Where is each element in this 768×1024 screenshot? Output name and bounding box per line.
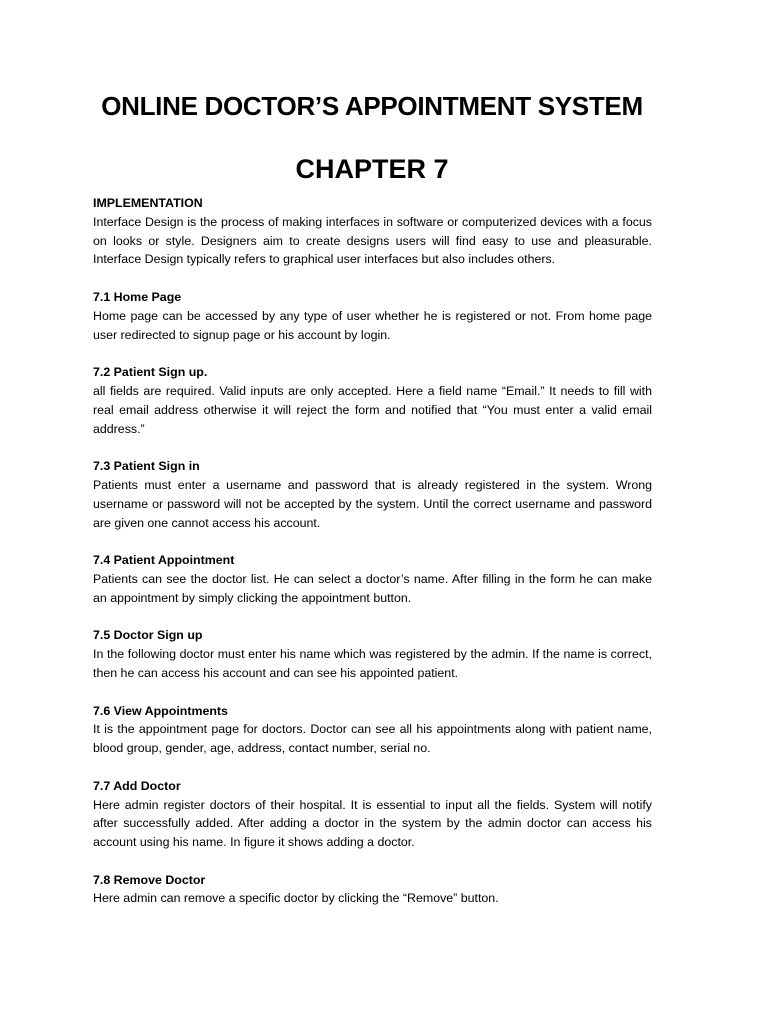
section-view-appointments <box>93 702 652 758</box>
section-paragraph: Interface Design is the process of making interfaces in software or computerized devices with a focus on looks or style. Designers aim to create designs users will find easy to use and pleasurable. Interface Design typically refers to graphical user interfaces but also includes others. <box>93 214 652 267</box>
section-heading: 7.6 View Appointments <box>93 703 228 718</box>
section-doctor-sign-up <box>93 626 652 682</box>
section-patient-sign-in <box>93 457 652 532</box>
section-heading: 7.7 Add Doctor <box>93 778 181 793</box>
section-home-page <box>93 288 652 344</box>
section-heading: 7.3 Patient Sign in <box>93 459 200 474</box>
section-paragraph: Here admin register doctors of their hospital. It is essential to input all the fields. System will notify after successfully added. After adding a doctor in the system by the admin doctor can access his account using his name. In figure it shows adding a doctor. <box>93 797 652 850</box>
section-remove-doctor <box>93 871 652 909</box>
section-heading: 7.4 Patient Appointment <box>93 553 235 568</box>
section-paragraph: Here admin can remove a specific doctor by clicking the “Remove” button. <box>93 891 499 906</box>
section-heading: IMPLEMENTATION <box>93 196 203 210</box>
section-heading: 7.5 Doctor Sign up <box>93 628 203 643</box>
section-add-doctor <box>93 777 652 852</box>
section-paragraph: Patients must enter a username and password that is already registered in the system. Wrong username or password will not be accepted by the system. Until the correct username and password are given one cannot access his account. <box>93 477 652 530</box>
section-implementation <box>93 194 652 269</box>
chapter-title: CHAPTER 7 <box>295 154 449 184</box>
section-heading: 7.1 Home Page <box>93 289 182 304</box>
section-paragraph: Patients can see the doctor list. He can select a doctor’s name. After filling in the form he can make an appointment by simply clicking the appointment button. <box>93 571 652 605</box>
document-body <box>93 194 652 927</box>
section-heading: 7.8 Remove Doctor <box>93 872 206 887</box>
section-heading: 7.2 Patient Sign up. <box>93 365 208 380</box>
section-paragraph: It is the appointment page for doctors. Doctor can see all his appointments along with patient name, blood group, gender, age, address, contact number, serial no. <box>93 722 652 756</box>
section-paragraph: all fields are required. Valid inputs are only accepted. Here a field name “Email.” It needs to fill with real email address otherwise it will reject the form and notified that “You must enter a valid email address.” <box>93 383 652 436</box>
section-patient-appointment <box>93 551 652 607</box>
section-patient-sign-up <box>93 363 652 438</box>
section-paragraph: Home page can be accessed by any type of user whether he is registered or not. From home page user redirected to signup page or his account by login. <box>93 308 652 342</box>
section-paragraph: In the following doctor must enter his name which was registered by the admin. If the name is correct, then he can access his account and can see his appointed patient. <box>93 647 652 680</box>
document-title: ONLINE DOCTOR’S APPOINTMENT SYSTEM <box>101 91 643 121</box>
